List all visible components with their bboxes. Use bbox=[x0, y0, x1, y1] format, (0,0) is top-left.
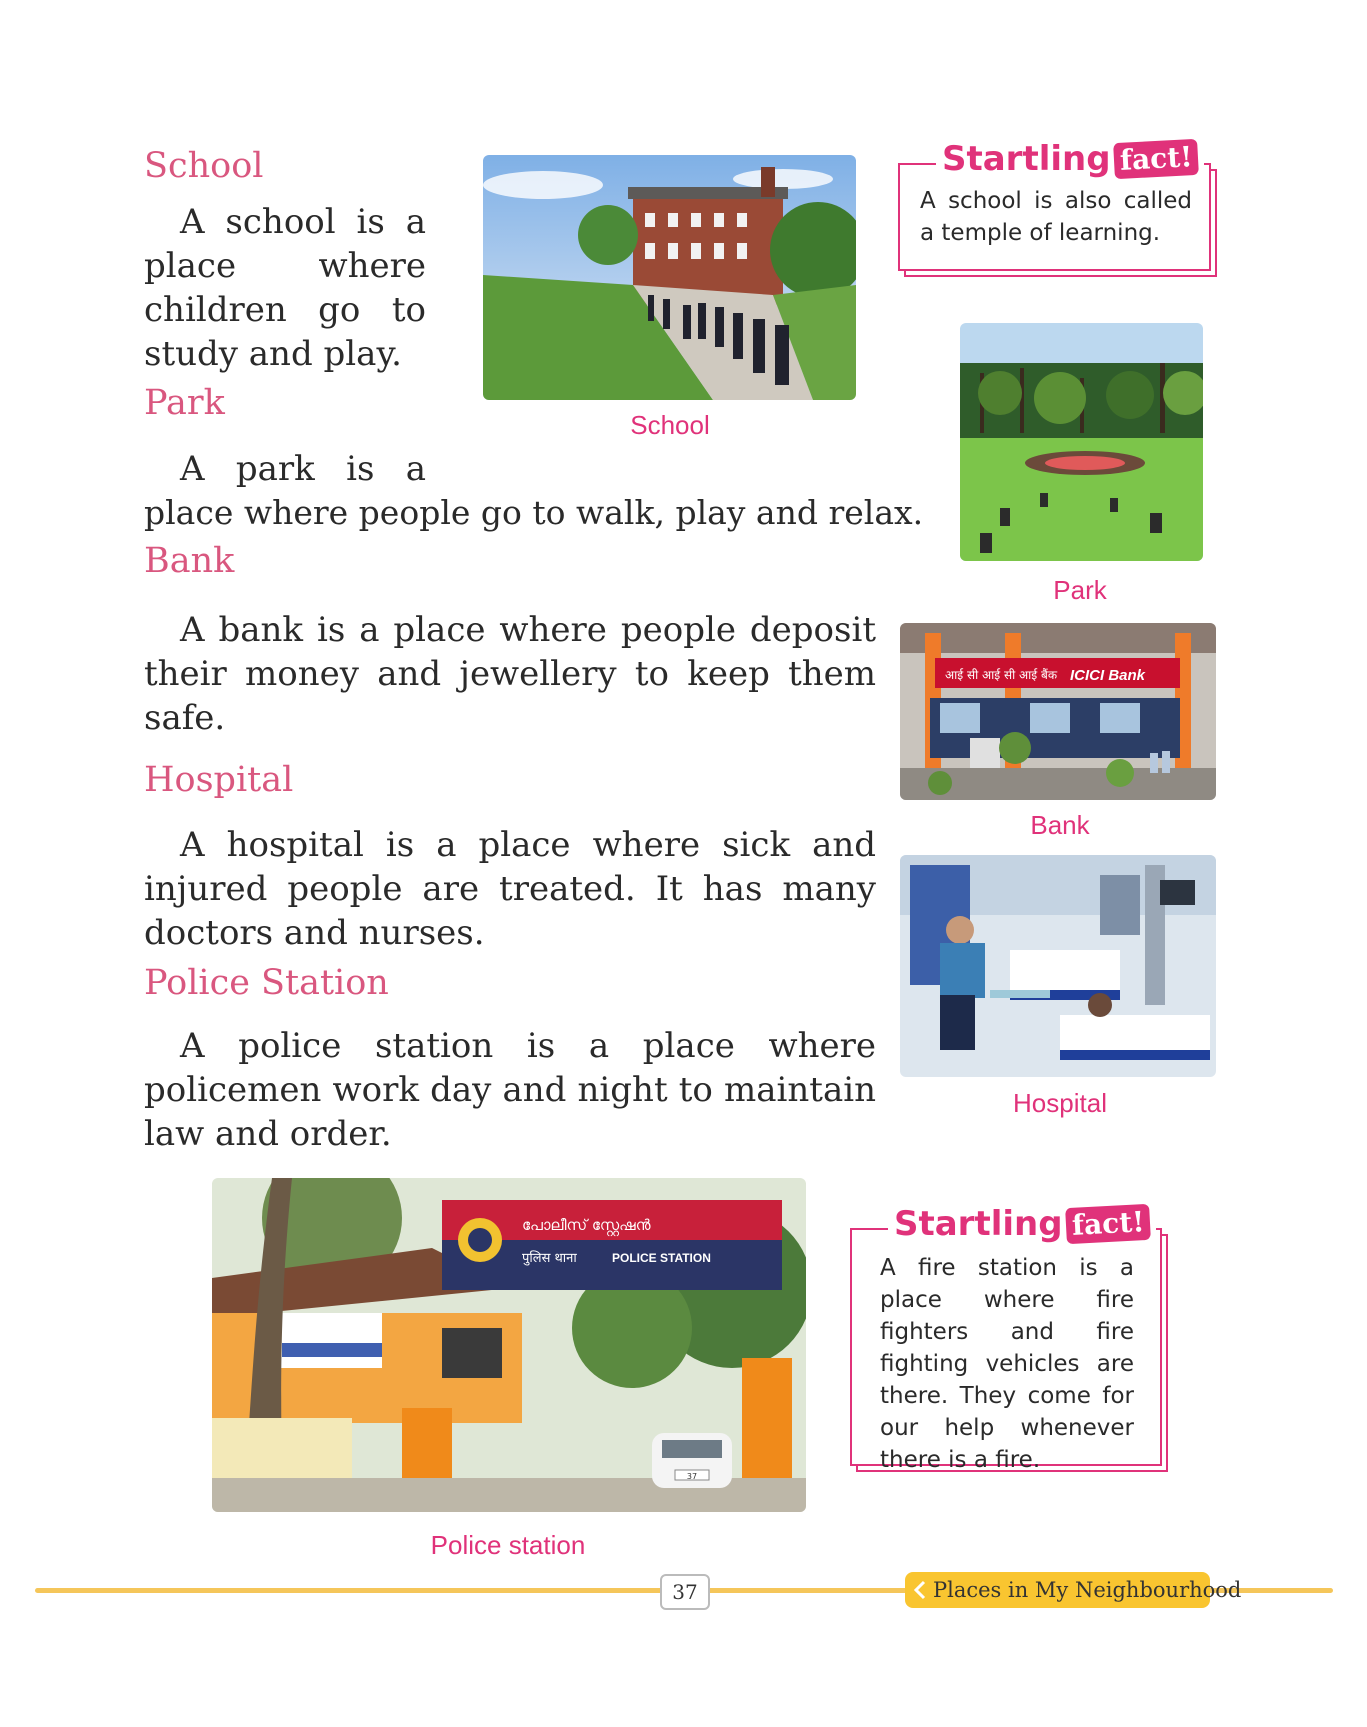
fact-title-word-1: Startling bbox=[942, 139, 1111, 179]
caption-police-station: Police station bbox=[430, 1530, 586, 1560]
car-plate: 37 bbox=[686, 1472, 698, 1481]
park-photo bbox=[960, 323, 1203, 561]
hospital-photo bbox=[900, 855, 1216, 1077]
caption-park: Park bbox=[1053, 575, 1107, 605]
bank-text: A bank is a place where people deposit their money and jewellery to keep them safe. bbox=[144, 610, 876, 738]
hospital-paragraph bbox=[144, 823, 876, 955]
fact-badge-1: fact! bbox=[1113, 139, 1199, 179]
fact-badge-2: fact! bbox=[1065, 1204, 1151, 1244]
heading-bank: Bank bbox=[144, 541, 235, 581]
startling-fact-box-1 bbox=[898, 139, 1211, 271]
fact-title-1 bbox=[936, 139, 1204, 179]
page-number: 37 bbox=[660, 1574, 710, 1610]
hospital-text: A hospital is a place where sick and injured people are treated. It has many doctors and nurses. bbox=[144, 825, 876, 953]
police-sign-english: POLICE STATION bbox=[612, 1251, 711, 1265]
startling-fact-box-2 bbox=[850, 1204, 1162, 1473]
caption-bank: Bank bbox=[1030, 810, 1090, 840]
school-line-3: children go to bbox=[144, 290, 426, 330]
school-line-4: study and play. bbox=[144, 334, 402, 374]
heading-school: School bbox=[144, 146, 264, 186]
bank-sign-hindi: आई सी आई सी आई बैंक bbox=[945, 668, 1058, 682]
school-photo bbox=[483, 155, 856, 400]
school-paragraph bbox=[144, 200, 426, 376]
chapter-tab bbox=[905, 1572, 1242, 1608]
police-paragraph bbox=[144, 1024, 876, 1156]
bank-sign-name: ICICI Bank bbox=[1070, 667, 1146, 684]
police-text: A police station is a place where policemen work day and night to maintain law and order. bbox=[144, 1026, 876, 1154]
park-line-2: place where people go to walk, play and relax. bbox=[144, 493, 924, 532]
police-station-photo bbox=[212, 1178, 806, 1512]
chevron-left-icon bbox=[913, 1579, 927, 1601]
fact-text-2: A fire station is a place where fire fighters and fire fighting vehicles are there. They come for our help whenever there is a fire. bbox=[880, 1255, 1134, 1473]
heading-hospital: Hospital bbox=[144, 760, 294, 800]
heading-park: Park bbox=[144, 383, 225, 423]
school-line-1: A school is a bbox=[180, 202, 426, 242]
heading-police-station: Police Station bbox=[144, 963, 389, 1003]
caption-hospital: Hospital bbox=[1013, 1088, 1107, 1118]
chapter-title: Places in My Neighbourhood bbox=[933, 1578, 1242, 1602]
school-line-2: place where bbox=[144, 246, 426, 286]
bank-paragraph bbox=[144, 608, 876, 740]
park-line-1: A park is a bbox=[180, 449, 426, 489]
police-sign-malayalam: പോലീസ് സ്റ്റേഷൻ bbox=[522, 1216, 651, 1234]
caption-school: School bbox=[630, 410, 710, 440]
fact-title-2 bbox=[888, 1204, 1156, 1244]
bank-photo bbox=[900, 623, 1216, 800]
fact-text-1: A school is also called a temple of learning. bbox=[920, 188, 1192, 246]
fact-title-word-2: Startling bbox=[894, 1204, 1063, 1244]
police-sign-hindi: पुलिस थाना bbox=[522, 1251, 577, 1266]
